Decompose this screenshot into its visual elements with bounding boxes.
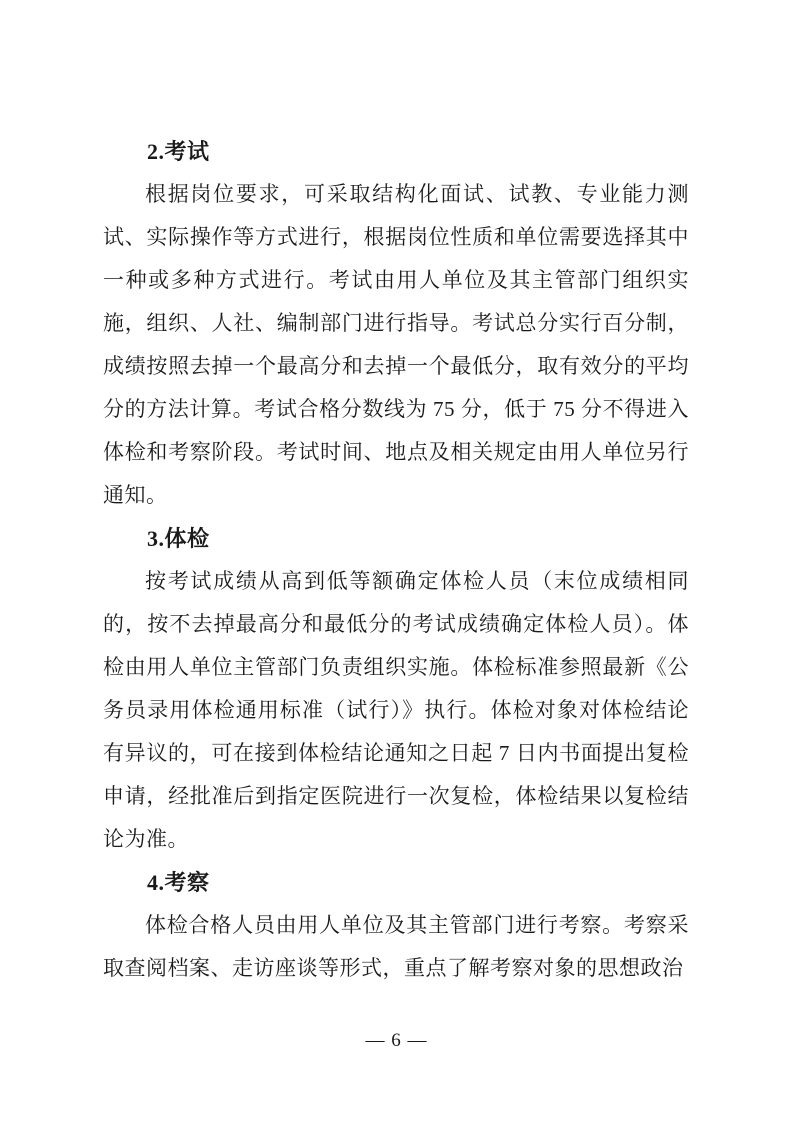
section-paragraph-physical-exam: 按考试成绩从高到低等额确定体检人员（末位成绩相同的，按不去掉最高分和最低分的考试成绩确定体检人员）。体检由用人单位主管部门负责组织实施。体检标准参照最新《公务员录用体检通用标准（试行）》执行。体检对象对体检结论有异议的，可在接到体检结论通知之日起 7 日内书面提出复检申请，经批准后到指定医院进行一次复检，体检结果以复检结论为准。 [103, 569, 689, 851]
section-paragraph-inspection: 体检合格人员由用人单位及其主管部门进行考察。考察采取查阅档案、走访座谈等形式，重点了解考察对象的思想政治 [103, 913, 689, 980]
section-paragraph-exam: 根据岗位要求，可采取结构化面试、试教、专业能力测试、实际操作等方式进行，根据岗位性质和单位需要选择其中一种或多种方式进行。考试由用人单位及其主管部门组织实施，组织、人社、编制部门进行指导。考试总分实行百分制，成绩按照去掉一个最高分和去掉一个最低分，取有效分的平均分的方法计算。考试合格分数线为 75 分，低于 75 分不得进入体检和考察阶段。考试时间、地点及相关规定由用人单位另行通知。 [103, 182, 689, 507]
section-heading-inspection: 4.考察 [147, 870, 210, 895]
section-heading-physical-exam: 3.体检 [147, 526, 210, 551]
page-number: — 6 — [365, 1030, 428, 1051]
section-heading-exam: 2.考试 [147, 139, 210, 164]
document-content [103, 130, 689, 990]
